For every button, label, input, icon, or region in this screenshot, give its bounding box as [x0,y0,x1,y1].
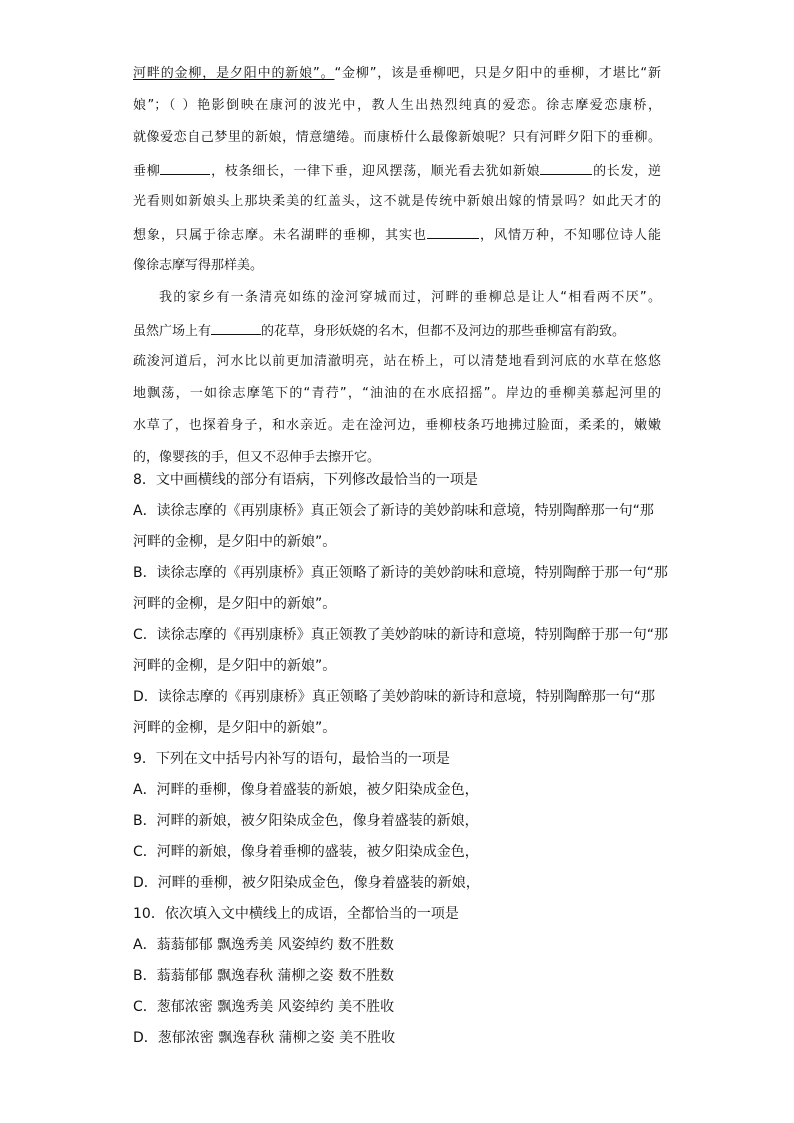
passage-line: 我的家乡有一条清亮如练的淦河穿城而过，河畔的垂柳总是让人“相看两不厌”。 [159,290,661,305]
underlined-sentence: 河畔的金柳，是夕阳中的新娘”。 [133,66,335,81]
question-10-option-d: D．葱郁浓密 飘逸春秋 蒲柳之姿 美不胜收 [133,1030,396,1046]
passage-line: 河畔的金柳，是夕阳中的新娘”。“金柳”，该是垂柳吧，只是夕阳中的垂柳，才堪比“新 [133,66,661,81]
passage-line: 想象，只属于徐志摩。未名湖畔的垂柳，其实也 ，风情万种，不知哪位诗人能 [133,224,661,244]
passage-line: 像徐志摩写得那样美。 [133,258,264,273]
passage-line: 垂柳 ，枝条细长，一律下垂，迎风摆荡，顺光看去犹如新娘 的长发，逆 [133,160,661,180]
passage-line: 的，像婴孩的手，但又不忍伸手去擦开它。 [133,450,381,465]
passage-line: 就像爱恋自己梦里的新娘，情意缱绻。而康桥什么最像新娘呢？只有河畔夕阳下的垂柳。 [133,130,661,145]
fill-blank-2 [540,160,592,175]
question-9-stem: 9．下列在文中括号内补写的语句，最恰当的一项是 [133,751,450,767]
question-8-option-a: A．读徐志摩的《再别康桥》真正领会了新诗的美妙韵味和意境，特别陶醉那一句“那 [133,503,654,519]
passage-line: 虽然广场上有 的花草，身形妖娆的名木，但都不及河边的那些垂柳富有韵致。 [133,320,625,340]
fill-blank-3 [427,224,479,239]
question-10-stem: 10．依次填入文中横线上的成语，全都恰当的一项是 [133,906,459,922]
question-8-option-c-cont: 河畔的金柳，是夕阳中的新娘”。 [133,658,337,674]
question-9-option-a: A．河畔的垂柳，像身着盛装的新娘，被夕阳染成金色， [133,782,479,798]
question-8-option-b: B．读徐志摩的《再别康桥》真正领略了新诗的美妙韵味和意境，特别陶醉于那一句“那 [133,565,668,581]
passage-line: 地飘荡，一如徐志摩笔下的“青荇”，“油油的在水底招摇”。岸边的垂柳美慕起河里的 [133,386,661,401]
question-9-option-c: C．河畔的新娘，像身着垂柳的盛装，被夕阳染成金色， [133,844,479,860]
question-8-option-a-cont: 河畔的金柳，是夕阳中的新娘”。 [133,534,337,550]
question-9-option-d: D．河畔的垂柳，被夕阳染成金色，像身着盛装的新娘， [133,875,480,891]
passage-line: 水草了，也探着身子，和水亲近。走在淦河边，垂柳枝条巧地拂过脸面，柔柔的，嫩嫩 [133,418,661,433]
question-10-option-b: B．蓊蓊郁郁 飘逸春秋 蒲柳之姿 数不胜数 [133,968,394,984]
question-10-option-a: A．蓊蓊郁郁 飘逸秀美 风姿绰约 数不胜数 [133,937,394,953]
question-8-option-d-cont: 河畔的金柳，是夕阳中的新娘”。 [133,720,337,736]
passage-line: 光看则如新娘头上那块柔美的红盖头，这不就是传统中新娘出嫁的情景吗？如此天才的 [133,194,661,209]
question-10-option-c: C．葱郁浓密 飘逸秀美 风姿绰约 美不胜收 [133,999,395,1015]
question-8-stem: 8．文中画横线的部分有语病，下列修改最恰当的一项是 [133,472,478,488]
question-9-option-b: B．河畔的新娘，被夕阳染成金色，像身着盛装的新娘， [133,813,479,829]
passage-line: 疏浚河道后，河水比以前更加清澈明亮，站在桥上，可以清楚地看到河底的水草在悠悠 [133,354,661,369]
fill-blank-4 [211,320,261,335]
fill-blank-1 [160,160,210,175]
passage-line: 娘”；（ ）艳影倒映在康河的波光中，教人生出热烈纯真的爱恋。徐志摩爱恋康桥， [133,98,661,113]
question-8-option-c: C．读徐志摩的《再别康桥》真正领教了美妙韵味的新诗和意境，特别陶醉于那一句“那 [133,627,669,643]
question-8-option-d: D．读徐志摩的《再别康桥》真正领略了美妙韵味的新诗和意境，特别陶醉那一句“那 [133,689,656,705]
question-8-option-b-cont: 河畔的金柳，是夕阳中的新娘”。 [133,596,337,612]
